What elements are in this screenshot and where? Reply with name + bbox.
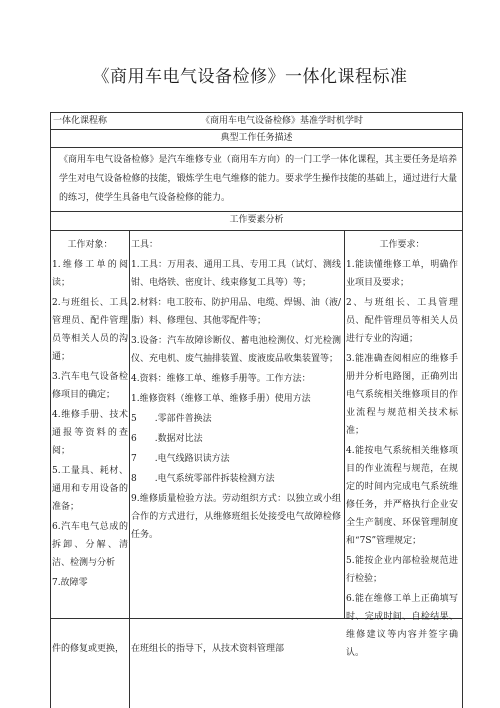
work-object-bottom: 件的修复或更换，: [52, 644, 125, 654]
typical-task-heading: 典型工作任务描述: [220, 133, 293, 143]
row-divider: [51, 230, 462, 231]
requirement-item: 3.能准确查阅相应的维修手册并分析电路图，正确列出电气系统相关维修项目的作业流程与规范相关技术标准；: [346, 354, 458, 436]
work-object-item: 4.维修手册、技术通报等资料的查阅；: [52, 410, 128, 456]
work-object-item: 2.与班组长、工具管理员、配件管理员等相关人员的沟通；: [52, 298, 128, 362]
requirement-item: 6.能在维修工单上正确填写时、完成时间、自检结果、维修建议等内容并签字确认。: [346, 594, 458, 658]
work-elements-heading: 工作要素分析: [229, 215, 284, 225]
requirements-heading: 工作要求：: [379, 240, 425, 250]
column-divider: [129, 230, 130, 708]
course-hours-label: 《商用车电气设备检修》基准学时机学时: [201, 116, 364, 126]
row-divider: [51, 147, 462, 148]
tools-item: 3.设备：汽车故障诊断仪、蓄电池检测仪、灯光检测仪、充电机、废气抽排装置、废液废品收集装置等；: [131, 336, 341, 364]
tools-item: 1.工具：万用表、通用工具、专用工具（试灯、测线钳、电烙铁、密度计、线束修复工具等）等；: [131, 260, 341, 288]
requirement-item: 4.能按电气系统相关维修项目的作业流程与规范，在规定的时间内完成电气系统维修任务，并严格执行企业安全生产制度、环保管理制度和“7S”管理规定；: [346, 446, 458, 546]
document-title: 《商用车电气设备检修》一体化课程标准: [92, 67, 408, 87]
tools-item: 9.维修质量检验方法。劳动组织方式：以独立或小组合作的方式进行，从维修班组长处接受电气故障检修任务。: [131, 494, 341, 540]
work-object-item: 5.工量具、耗材、通用和专用设备的准备；: [52, 466, 128, 512]
tools-column: [131, 236, 341, 546]
requirement-item: 5.能按企业内部检验规范进行检验；: [346, 556, 458, 584]
row-divider: [51, 211, 462, 212]
tools-item: 7 .电气线路识读方法: [131, 454, 230, 464]
requirement-item: 2、与班组长、工具管理员、配件管理员等相关人员进行专业的沟通；: [346, 298, 458, 344]
typical-task-description: 《商用车电气设备检修》是汽车维修专业（商用车方向）的一门工学一体化课程，其主要任务是培养学生对电气设备检修的技能，锻炼学生电气维修的能力。要求学生操作技能的基础上，通过进行大量的练习，使学生具备电气设备检修的能力。: [59, 155, 457, 203]
work-object-heading: 工作对象：: [67, 240, 113, 250]
tools-bottom: 在班组长的指导下，从技术资料管理部: [131, 644, 285, 654]
column-divider: [344, 230, 345, 618]
tools-item: 4.资料：维修工单、维修手册等。工作方法：: [131, 374, 311, 384]
tools-heading: 工具：: [131, 240, 159, 250]
tools-item: 5 .零部件普换法: [131, 414, 212, 424]
tools-item: 8 .电气系统零部件拆装检测方法: [131, 474, 275, 484]
course-name-label: 一体化课程称: [53, 116, 108, 126]
requirements-column: [346, 236, 458, 664]
requirement-item: 1.能读懂维修工单，明确作业项目及要求；: [346, 260, 458, 288]
work-object-item: 3.汽车电气设备检修项目的确定；: [52, 372, 128, 400]
tools-item: 2.材料：电工胶布、防护用品、电缆、焊锡、油（液/脂）料、修理包、其他零配件等；: [131, 298, 341, 326]
work-object-item: 7.故障零: [52, 578, 88, 588]
work-object-item: 6.汽车电气总成的拆卸、分解、清洁、检测与分析: [52, 522, 128, 568]
tools-item: 1.维修资料（维修工单、维修手册）使用方法: [131, 394, 311, 404]
work-object-item: 1.维修工单的阅读；: [52, 260, 128, 288]
work-object-column: [52, 236, 128, 594]
row-divider: [51, 129, 462, 130]
tools-item: 6 .数据对比法: [131, 434, 203, 444]
